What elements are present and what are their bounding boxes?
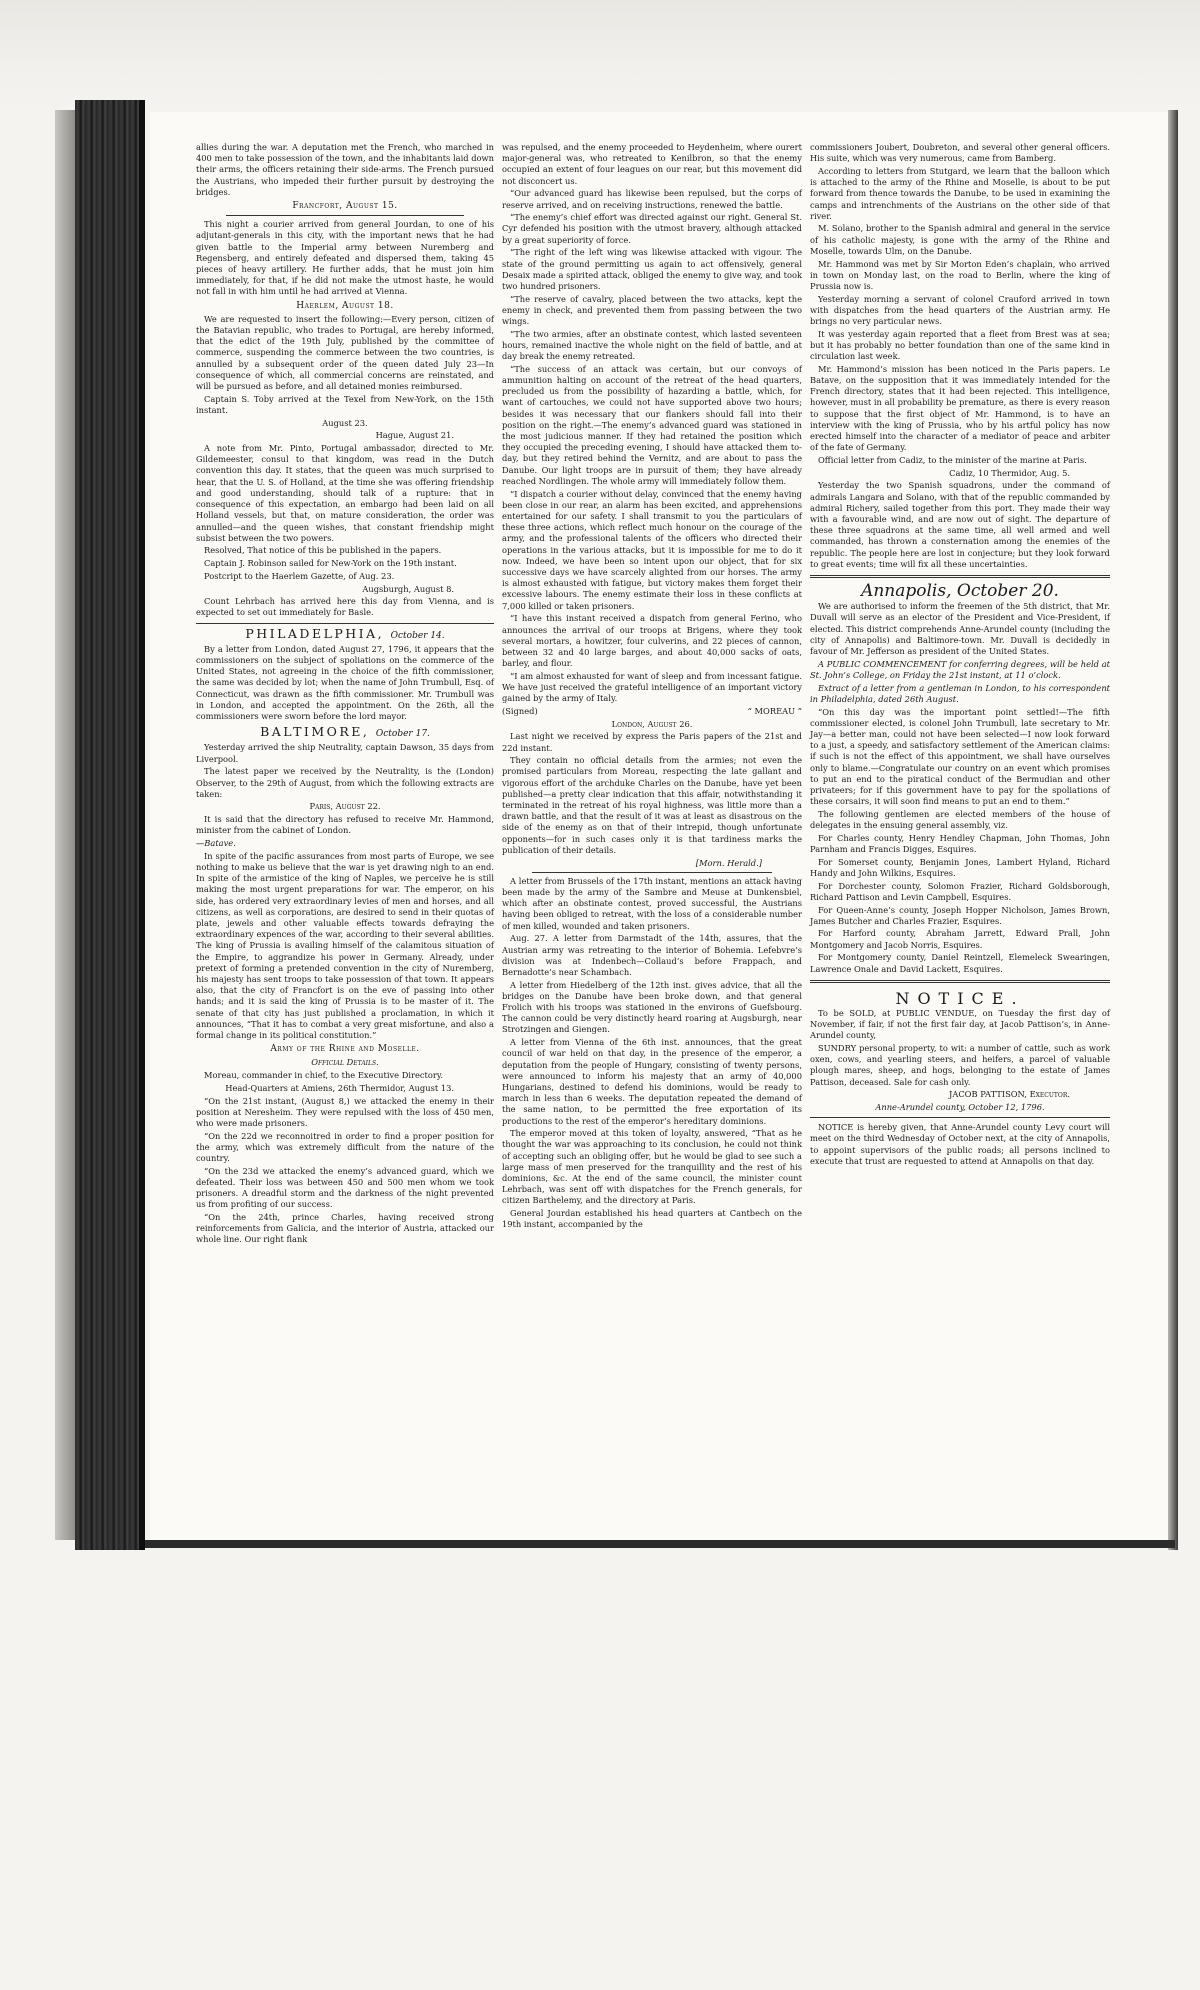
notice-heading: NOTICE. [895,988,1025,1008]
paragraph: Extract of a letter from a gentleman in London, to his correspondent in Philadelphia, dated 26th August. [810,682,1110,704]
book-edge [55,110,77,1540]
city-date: October 17. [375,729,430,740]
divider [810,980,1110,983]
paragraph: “On the 24th, prince Charles, having received strong reinforcements from Galicia, and the interior of Austria, attacked our whole line. Our right flank [196,1212,494,1245]
paragraph: It was yesterday again reported that a fleet from Brest was at sea; but it has probably no better foundation than one of the same kind in circulation last week. [810,328,1110,362]
paragraph: allies during the war. A deputation met the French, who marched in 400 men to take possession of the town, and the inhabitants laid down their arms, the officers retaining their side-arms. The French pursued the Austrians, who impeded their further pursuit by destroying the bridges. [196,142,494,197]
paragraph: Official letter from Cadiz, to the minister of the marine at Paris. [818,454,1087,465]
paragraph: A PUBLIC COMMENCEMENT for conferring degrees, will be held at St. John’s College, on Friday the 21st instant, at 11 o’clock. [810,658,1110,680]
city-heading-baltimore [196,726,494,740]
divider [810,1117,1110,1118]
paragraph: We are authorised to inform the freemen of the 5th district, that Mr. Duvall will serve as an elector of the President and Vice-President, if elected. This district comprehends Anne-Arundel county (including the city of Annapolis) and Baltimore-town. Mr. Duvall is decidedly in favour of Mr. Jefferson as president of the United States. [810,601,1110,657]
dateline-hague: Hague, August 21. [375,430,454,441]
paragraph: Moreau, commander in chief, to the Executive Directory. [204,1070,444,1081]
paragraph: SUNDRY personal property, to wit: a number of cattle, such as work oxen, cows, and yearling steers, and heifers, a parcel of valuable plough mares, sheep, and hogs, belonging to the estate of James Pattison, deceased. Sale for cash only. [810,1043,1110,1087]
paragraph: For Dorchester county, Solomon Frazier, Richard Goldsborough, Richard Pattison and Levin Campbell, Esquires. [810,880,1110,902]
column-3 [810,142,1110,1169]
signature-moreau: “ MOREAU ” [747,705,802,716]
paragraph: “Our advanced guard has likewise been repulsed, but the corps of reserve arrived, and on receiving instructions, renewed the battle. [502,188,802,210]
paragraph: The emperor moved at this token of loyalty, answered, “That as he thought the war was approaching to its conclusion, he could not think of accepting such an obliging offer, but he would be glad to see such a large mass of men preserved for the tranquillity and the rest of his dominions, &c. At the end of the same council, the minister count Lehrbach, was sent off with dispatches for the French generals, for citizen Barthelemy, and the directory at Paris. [502,1128,802,1206]
paragraph: “The two armies, after an obstinate contest, which lasted seventeen hours, remained inactive the whole night on the field of battle, and at day break the enemy retreated. [502,328,802,362]
source-credit: —Batave. [196,838,236,849]
paragraph: For Montgomery county, Daniel Reintzell, Elemeleck Swearingen, Lawrence Onale and David Lackett, Esquires. [810,952,1110,974]
city-heading-philadelphia [196,625,494,642]
paragraph: Aug. 27. A letter from Darmstadt of the 14th, assures, that the Austrian army was retreating to the interior of Bohemia. Lefebvre’s division was at Indenbech—Collaud’s before Frappach, and Bernadotte’s near Schambach. [502,933,802,977]
dateline: August 23. [322,417,368,428]
paragraph: “I dispatch a courier without delay, convinced that the enemy having been close in our rear, an alarm has been excited, and apprehensions entertained for our safety. I shall transmit to you the particulars of these three actions, which reflect much honour on the courage of the army, and the professional talents of the officers who directed their operations in the various attacks, but it is impossible for me to do it now. Indeed, we have been so intent upon our object, that for six successive days we have scarcely alighted from our horses. The army is almost exhausted with fatigue, but victory makes them forget their excessive labours. The enemy estimate their loss in these conflicts at 7,000 killed or taken prisoners. [502,488,802,611]
paragraph: Mr. Hammond was met by Sir Morton Eden’s chaplain, who arrived in town on Monday last, on the road to Berlin, where the king of Prussia now is. [810,258,1110,291]
paragraph: “On this day was the important point settled!—The fifth commissioner elected, is colonel John Trumbull, late secretary to Mr. Jay—a better man, could not have been selected—I now look forward to a just, a speedy, and satisfactory settlement of the American claims: if such is not the effect of this appointment, we shall have ourselves only to blame.—Congratulate our country on an event which promises to put an end to the piratical conduct of the Bermudian and other privateers; for if this government have to pay for the spoliations of these corsairs, it will soon find means to put an end to them.” [810,706,1110,807]
paragraph: Captain S. Toby arrived at the Texel from New-York, on the 15th instant. [196,393,494,415]
signature-line [502,706,802,717]
dateline-haerlem: Haerlem, August 18. [296,300,394,311]
paragraph: For Queen-Anne’s county, Joseph Hopper Nicholson, James Brown, James Butcher and Charles Frazier, Esquires. [810,904,1110,926]
dateline-paris: Paris, August 22. [309,801,381,812]
paragraph: A letter from Hiedelberg of the 12th inst. gives advice, that all the bridges on the Danube have been broke down, and that general Frolich with his troops was stationed in the environs of Guefsbourg. The cannon could be very distinctly heard roaring at Augsburgh, near Strotzingen and Giengen. [502,979,802,1035]
paragraph: The following gentlemen are elected members of the house of delegates in the ensuing general assembly, viz. [810,808,1110,831]
dateline-cadiz: Cadiz, 10 Thermidor, Aug. 5. [949,467,1070,478]
city-heading-annapolis: Annapolis, October 20. [861,581,1059,602]
paragraph: This night a courier arrived from general Jourdan, to one of his adjutant-generals in this city, with the important news that he had given battle to the Imperial army between Nuremberg and Regensberg, and entirely defeated and dispersed them, taking 45 pieces of heavy artillery. He further adds, that he must join him immediately, for that, if he did not make the utmost haste, he would not fall in with him until he had arrived at Vienna. [196,219,494,297]
scan-background [0,0,1200,110]
dateline-francfort: Francfort, August 15. [292,201,398,212]
paragraph: “The enemy’s chief effort was directed against our right. General St. Cyr defended his position with the utmost bravery, although attacked by a great superiority of force. [502,212,802,245]
signed-label: (Signed) [502,705,538,716]
paragraph: “I have this instant received a dispatch from general Ferino, who announces the arrival of our troops at Brigens, where they took several mortars, a howitzer, four culverins, and 22 pieces of cannon, between 32 and 40 large barges, and about 40,000 sacks of oats, barley, and flour. [502,613,802,669]
paragraph: Captain J. Robinson sailed for New-York on the 19th instant. [204,558,457,569]
city-name: PHILADELPHIA, [245,625,385,641]
page-bottom-edge [145,1540,1175,1548]
paragraph: For Charles county, Henry Hendley Chapman, John Thomas, John Parnham and Francis Digges, Esquires. [810,832,1110,854]
paragraph: By a letter from London, dated August 27, 1796, it appears that the commissioners on the subject of spoliations on the commerce of the United States, not agreeing in the choice of the fifth commissioner, the same was decided by lot; when the name of John Trumbull, Esq. of Connecticut, was drawn as the fifth commissioner. Mr. Trumbull was in London, and accepted the appointment. On the 26th, all the commissioners were sworn before the lord mayor. [196,643,494,722]
divider [226,215,464,216]
paragraph: NOTICE is hereby given, that Anne-Arundel county Levy court will meet on the third Wednesday of October next, at the city of Annapolis, to appoint supervisors of the public roads; all persons inclined to execute that trust are requested to attend at Annapolis on that day. [810,1122,1110,1166]
dateline-london: London, August 26. [611,718,693,729]
city-date: October 14. [390,630,445,641]
paragraph: In spite of the pacific assurances from most parts of Europe, we see nothing to make us believe that the war is yet drawing nigh to an end. In spite of the armistice of the king of Naples, we perceive he is still making the most urgent preparations for war. The emperor, on his side, has ordered very extraordinary levies of men and horses, and all citizens, as well as corporations, are desired to send in their quotas of plate, jewels and other valuable effects towards defraying the extraordinary expences of the war, according to their several abilities. The king of Prussia is availing himself of the calamitous situation of the Empire, to aggrandize his power in Germany. Already, under pretext of forming a pretended convention in the city of Nuremberg, his majesty has sent troops to take possession of that town. It appears also, that the city of Francfort is on the eve of passing into other hands; and it is said the king of Prussia is to be master of it. The senate of that city has just published a proclamation, in which it announces, “That it has to combat a very great misfortune, and also a formal change in its political constitution.” [196,850,494,1041]
dateline-augsburgh: Augsburgh, August 8. [362,583,454,594]
paragraph: It is said that the directory has refused to receive Mr. Hammond, minister from the cabinet of London. [196,814,494,836]
paragraph: “I am almost exhausted for want of sleep and from incessant fatigue. We have just received the grateful intelligence of an important victory gained by the army of Italy. [502,670,802,704]
column-1 [196,142,494,1247]
city-name: BALTIMORE, [260,724,370,740]
paragraph: A note from Mr. Pinto, Portugal ambassador, directed to Mr. Gildemeester, consul to that kingdom, was read in the Dutch convention this day. It states, that the queen was much surprised to hear, that the U. S. of Holland, at the time she was offering friendship and good understanding, should talk of a rupture: that in consequence of this expectation, an embargo had been laid on all Holland vessels, but that, on mature consideration, the order was annulled—and the queen wishes, that constant friendship might subsist between the two powers. [196,443,494,543]
paragraph: Mr. Hammond’s mission has been noticed in the Paris papers. Le Batave, on the supposition that it was immediately intended for the French directory, states that it had been rejected. This intelligence, however, must in all probability be premature, as there is every reason to suppose that the first object of Mr. Hammond, is to have an interview with the king of Prussia, who by his artful policy has now erected himself into the character of a mediator of peace and arbiter of the fate of Germany. [810,363,1110,453]
divider [532,872,772,873]
paragraph: They contain no official details from the armies; not even the promised particulars from Moreau, respecting the late gallant and vigorous effort of the archduke Charles on the Danube, have yet been published—a pretty clear indication that this affair, notwithstanding it terminated in the retreat of his royal highness, was little more than a drawn battle, and that the result of it was at least as disastrous on the side of the enemy as on that of their intrepid, though unfortunate opponents—for in such cases only it is that tardiness marks the publication of their details. [502,755,802,855]
executor-signature: JACOB PATTISON, Executor. [949,1089,1070,1100]
paragraph: Yesterday the two Spanish squadrons, under the command of admirals Langara and Solano, with that of the republic commanded by admiral Richery, sailed together from this port. They made their way with a favourable wind, and are now out of sight. The departure of these three squadrons at the same time, all well armed and well commanded, has thrown a consternation among the enemies of the republic. The people here are lost in conjecture; but they look forward to great events; time will fix all these uncertainties. [810,480,1110,569]
dateline-headquarters: Head-Quarters at Amiens, 26th Thermidor, August 13. [225,1082,454,1093]
paragraph: Resolved, That notice of this be published in the papers. [204,545,442,556]
divider [196,623,494,624]
paragraph: “On the 22d we reconnoitred in order to find a proper position for the army, which was extremely difficult from the nature of the country. [196,1130,494,1164]
paragraph: “On the 21st instant, (August 8,) we attacked the enemy in their position at Neresheim. They were repulsed with the loss of 450 men, who were made prisoners. [196,1095,494,1128]
paragraph: “The right of the left wing was likewise attacked with vigour. The state of the ground permitting us again to act offensively, general Desaix made a spirited attack, obliged the enemy to give way, and took two hundred prisoners. [502,247,802,291]
paragraph: For Harford county, Abraham Jarrett, Edward Prall, John Montgomery and Jacob Norris, Esquires. [810,928,1110,950]
paragraph: “The reserve of cavalry, placed between the two attacks, kept the enemy in check, and prevented them from passing between the two wings. [502,293,802,327]
subheading: Official Details. [311,1057,379,1068]
paragraph: For Somerset county, Benjamin Jones, Lambert Hyland, Richard Handy and John Wilkins, Esquires. [810,856,1110,878]
page-edge [1168,110,1178,1550]
paragraph: Count Lehrbach has arrived here this day from Vienna, and is expected to set out immediately for Basle. [196,596,494,618]
paragraph: Last night we received by express the Paris papers of the 21st and 22d instant. [502,731,802,753]
paragraph: “On the 23d we attacked the enemy’s advanced guard, which we defeated. Their loss was between 450 and 500 men whom we took prisoners. A dreadful storm and the darkness of the night prevented us from profiting of our success. [196,1165,494,1210]
divider [810,575,1110,578]
paragraph: A letter from Vienna of the 6th inst. announces, that the great council of war held on that day, in the presence of the emperor, a deputation from the people of Hungary, consisting of twenty persons, were announced to inform his majesty that an army of 40,000 Hungarians, destined to defend his dominions, would be ready to march in less than 6 weeks. The deputation repeated the demand of the same nation, to be permitted the free exportation of its productions to the rest of the emperor’s hereditary dominions. [502,1037,802,1126]
paragraph: The latest paper we received by the Neutrality, is the (London) Observer, to the 29th of August, from which the following extracts are taken: [196,766,494,799]
section-heading-army: Army of the Rhine and Moselle. [270,1044,420,1055]
source-credit: [Morn. Herald.] [695,857,762,868]
newspaper-page [150,112,1168,1540]
paragraph: commissioners Joubert, Doubreton, and several other general officers. His suite, which was very numerous, came from Bamberg. [810,142,1110,164]
paragraph: Postcript to the Haerlem Gazette, of Aug. 23. [204,570,395,581]
paragraph: A letter from Brussels of the 17th instant, mentions an attack having been made by the army of the Sambre and Meuse at Dunkensbiel, which after an obstinate contest, proved successful, the Austrians having been obliged to retreat, with the loss of a considerable number of men killed, wounded and taken prisoners. [502,875,802,931]
paragraph: According to letters from Stutgard, we learn that the balloon which is attached to the army of the Rhine and Moselle, is about to be put forward from thence towards the Danube, to be used in examining the camps and intrenchments of the Austrians on the other side of that river. [810,165,1110,221]
column-2 [502,142,802,1232]
book-binding [75,100,145,1550]
dateline: Anne-Arundel county, October 12, 1796. [875,1102,1045,1113]
paragraph: Yesterday morning a servant of colonel Crauford arrived in town with dispatches from the head quarters of the Austrian army. He brings no very particular news. [810,293,1110,327]
paragraph: was repulsed, and the enemy proceeded to Heydenheim, where ourert major-general was, who retreated to Kenilbron, so that the enemy occupied an extent of four leagues on our rear, but this movement did not disconcert us. [502,142,802,186]
paragraph: General Jourdan established his head quarters at Cantbech on the 19th instant, accompanied by the [502,1208,802,1230]
paragraph: Yesterday arrived the ship Neutrality, captain Dawson, 35 days from Liverpool. [196,742,494,764]
paragraph: M. Solano, brother to the Spanish admiral and general in the service of his catholic majesty, is gone with the army of the Rhine and Moselle, towards Ulm, on the Danube. [810,223,1110,256]
paragraph: “The success of an attack was certain, but our convoys of ammunition halting on account of the retreat of the head quarters, precluded us from the possibility of hazarding a battle, which, for want of cartouches, we could not have supported above two hours; besides it was necessary that our flankers should fall into their position on the right.—The enemy’s advanced guard was stationed in the most judicious manner. If they had retained the position which they occupied the preceding evening, I should have attacked them to-day, but they retired behind the Vernitz, and are about to pass the Danube. Our light troops are in pursuit of them; they have already reached Nordlingen. The whole army will immediately follow them. [502,363,802,486]
paragraph: To be SOLD, at PUBLIC VENDUE, on Tuesday the first day of November, if fair, if not the first fair day, at Jacob Pattison’s, in Anne-Arundel county, [810,1007,1110,1041]
paragraph: We are requested to insert the following:—Every person, citizen of the Batavian republic, who trades to Portugal, are hereby informed, that the edict of the 19th July, published by the committee of commerce, suspending the commerce between the two countries, is annulled by a subsequent order of the queen dated July 23—In consequence of which, all commercial concerns are reinstated, and will be pursued as before, and all detained monies reimbursed. [196,313,494,392]
